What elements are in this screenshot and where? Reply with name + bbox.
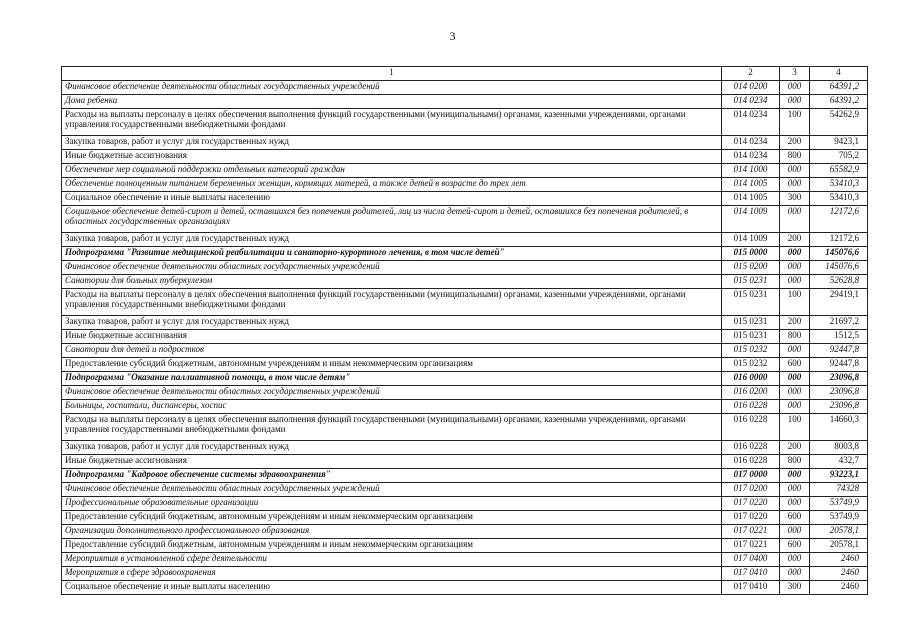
row-code-cell: 016 0228 bbox=[722, 455, 780, 469]
row-code-cell: 014 0234 bbox=[722, 95, 780, 109]
table-row bbox=[62, 247, 868, 261]
budget-table-body bbox=[62, 67, 868, 595]
row-vr-cell: 000 bbox=[780, 567, 810, 581]
table-row bbox=[62, 511, 868, 525]
row-vr-cell: 200 bbox=[780, 441, 810, 455]
row-vr-cell: 000 bbox=[780, 497, 810, 511]
row-amount-cell: 23096,8 bbox=[810, 372, 868, 386]
row-code-cell: 017 0221 bbox=[722, 539, 780, 553]
row-vr-cell: 000 bbox=[780, 400, 810, 414]
row-vr-cell: 100 bbox=[780, 414, 810, 441]
row-name-cell: Предоставление субсидий бюджетным, автономным учреждениям и иным некоммерческим организациям bbox=[62, 511, 722, 525]
row-code-cell: 014 1005 bbox=[722, 178, 780, 192]
row-amount-cell: 53410,3 bbox=[810, 178, 868, 192]
row-name-cell: Иные бюджетные ассигнования bbox=[62, 330, 722, 344]
row-name-cell: Мероприятия в сфере здравоохранения bbox=[62, 567, 722, 581]
table-row bbox=[62, 109, 868, 136]
row-name-cell: Обеспечение мер социальной поддержки отдельных категорий граждан bbox=[62, 164, 722, 178]
row-name-cell: Мероприятия в установленной сфере деятельности bbox=[62, 553, 722, 567]
row-amount-cell: 74328 bbox=[810, 483, 868, 497]
header-cell-name: 1 bbox=[62, 67, 722, 81]
row-amount-cell: 65582,9 bbox=[810, 164, 868, 178]
table-row bbox=[62, 81, 868, 95]
table-row bbox=[62, 206, 868, 233]
budget-table bbox=[61, 66, 868, 595]
row-vr-cell: 600 bbox=[780, 358, 810, 372]
table-row bbox=[62, 136, 868, 150]
row-amount-cell: 54262,9 bbox=[810, 109, 868, 136]
row-amount-cell: 12172,6 bbox=[810, 206, 868, 233]
table-row bbox=[62, 344, 868, 358]
row-amount-cell: 432,7 bbox=[810, 455, 868, 469]
row-name-cell: Закупка товаров, работ и услуг для государственных нужд bbox=[62, 136, 722, 150]
row-code-cell: 014 0234 bbox=[722, 150, 780, 164]
row-vr-cell: 000 bbox=[780, 164, 810, 178]
row-vr-cell: 000 bbox=[780, 525, 810, 539]
row-amount-cell: 53410,3 bbox=[810, 192, 868, 206]
header-cell-vr: 3 bbox=[780, 67, 810, 81]
row-code-cell: 016 0000 bbox=[722, 372, 780, 386]
table-row bbox=[62, 330, 868, 344]
table-row bbox=[62, 400, 868, 414]
row-vr-cell: 000 bbox=[780, 261, 810, 275]
table-row bbox=[62, 441, 868, 455]
table-row bbox=[62, 192, 868, 206]
row-code-cell: 017 0221 bbox=[722, 525, 780, 539]
row-vr-cell: 000 bbox=[780, 553, 810, 567]
row-vr-cell: 000 bbox=[780, 95, 810, 109]
row-name-cell: Иные бюджетные ассигнования bbox=[62, 150, 722, 164]
row-amount-cell: 20578,1 bbox=[810, 539, 868, 553]
row-name-cell: Санатории для детей и подростков bbox=[62, 344, 722, 358]
row-amount-cell: 2460 bbox=[810, 567, 868, 581]
row-name-cell: Больницы, госпитали, диспансеры, хоспис bbox=[62, 400, 722, 414]
row-amount-cell: 12172,6 bbox=[810, 233, 868, 247]
row-vr-cell: 000 bbox=[780, 178, 810, 192]
row-code-cell: 015 0231 bbox=[722, 289, 780, 316]
row-vr-cell: 200 bbox=[780, 316, 810, 330]
row-code-cell: 014 1005 bbox=[722, 192, 780, 206]
row-code-cell: 015 0231 bbox=[722, 316, 780, 330]
table-row bbox=[62, 95, 868, 109]
row-code-cell: 014 1000 bbox=[722, 164, 780, 178]
row-code-cell: 015 0231 bbox=[722, 330, 780, 344]
row-vr-cell: 000 bbox=[780, 206, 810, 233]
table-row bbox=[62, 316, 868, 330]
row-code-cell: 017 0200 bbox=[722, 483, 780, 497]
row-vr-cell: 000 bbox=[780, 386, 810, 400]
row-name-cell: Предоставление субсидий бюджетным, автономным учреждениям и иным некоммерческим организациям bbox=[62, 539, 722, 553]
row-code-cell: 017 0400 bbox=[722, 553, 780, 567]
row-amount-cell: 29419,1 bbox=[810, 289, 868, 316]
row-vr-cell: 000 bbox=[780, 344, 810, 358]
row-amount-cell: 92447,8 bbox=[810, 344, 868, 358]
header-cell-code: 2 bbox=[722, 67, 780, 81]
row-name-cell: Закупка товаров, работ и услуг для государственных нужд bbox=[62, 316, 722, 330]
row-amount-cell: 52628,8 bbox=[810, 275, 868, 289]
row-amount-cell: 145076,6 bbox=[810, 261, 868, 275]
row-amount-cell: 21697,2 bbox=[810, 316, 868, 330]
table-row bbox=[62, 233, 868, 247]
row-name-cell: Финансовое обеспечение деятельности областных государственных учреждений bbox=[62, 261, 722, 275]
row-name-cell: Социальное обеспечение и иные выплаты населению bbox=[62, 192, 722, 206]
table-row bbox=[62, 261, 868, 275]
row-amount-cell: 20578,1 bbox=[810, 525, 868, 539]
row-code-cell: 014 0200 bbox=[722, 81, 780, 95]
table-row bbox=[62, 386, 868, 400]
table-row bbox=[62, 525, 868, 539]
row-name-cell: Закупка товаров, работ и услуг для государственных нужд bbox=[62, 441, 722, 455]
row-name-cell: Расходы на выплаты персоналу в целях обеспечения выполнения функций государственными (муниципальными) органами, казенными учреждениями, органами управления государственными внебюджетными фондами bbox=[62, 414, 722, 441]
row-name-cell: Расходы на выплаты персоналу в целях обеспечения выполнения функций государственными (муниципальными) органами, казенными учреждениями, органами управления государственными внебюджетными фондами bbox=[62, 289, 722, 316]
row-amount-cell: 9423,1 bbox=[810, 136, 868, 150]
row-name-cell: Финансовое обеспечение деятельности областных государственных учреждений bbox=[62, 81, 722, 95]
row-code-cell: 017 0000 bbox=[722, 469, 780, 483]
row-code-cell: 017 0410 bbox=[722, 581, 780, 595]
table-row bbox=[62, 469, 868, 483]
row-name-cell: Социальное обеспечение и иные выплаты населению bbox=[62, 581, 722, 595]
row-name-cell: Санатории для больных туберкулезом bbox=[62, 275, 722, 289]
row-code-cell: 015 0000 bbox=[722, 247, 780, 261]
table-row bbox=[62, 455, 868, 469]
row-amount-cell: 53749,9 bbox=[810, 511, 868, 525]
row-amount-cell: 1512,5 bbox=[810, 330, 868, 344]
row-vr-cell: 000 bbox=[780, 81, 810, 95]
row-vr-cell: 000 bbox=[780, 483, 810, 497]
table-row bbox=[62, 581, 868, 595]
row-vr-cell: 000 bbox=[780, 372, 810, 386]
row-amount-cell: 23096,8 bbox=[810, 386, 868, 400]
row-name-cell: Дома ребенка bbox=[62, 95, 722, 109]
row-amount-cell: 64391,2 bbox=[810, 81, 868, 95]
row-amount-cell: 64391,2 bbox=[810, 95, 868, 109]
row-amount-cell: 92447,8 bbox=[810, 358, 868, 372]
row-name-cell: Расходы на выплаты персоналу в целях обеспечения выполнения функций государственными (муниципальными) органами, казенными учреждениями, органами управления государственными внебюджетными фондами bbox=[62, 109, 722, 136]
row-vr-cell: 200 bbox=[780, 233, 810, 247]
row-name-cell: Профессиональные образовательные организации bbox=[62, 497, 722, 511]
row-code-cell: 017 0220 bbox=[722, 511, 780, 525]
row-vr-cell: 800 bbox=[780, 150, 810, 164]
row-amount-cell: 8003,8 bbox=[810, 441, 868, 455]
row-name-cell: Обеспечение полноценным питанием беременных женщин, кормящих матерей, а также детей в возрасте до трех лет bbox=[62, 178, 722, 192]
table-row bbox=[62, 497, 868, 511]
row-vr-cell: 000 bbox=[780, 247, 810, 261]
row-name-cell: Предоставление субсидий бюджетным, автономным учреждениям и иным некоммерческим организациям bbox=[62, 358, 722, 372]
row-code-cell: 015 0200 bbox=[722, 261, 780, 275]
row-name-cell: Подпрограмма "Оказание паллиативной помощи, в том числе детям" bbox=[62, 372, 722, 386]
row-vr-cell: 000 bbox=[780, 469, 810, 483]
row-vr-cell: 100 bbox=[780, 289, 810, 316]
row-vr-cell: 200 bbox=[780, 136, 810, 150]
row-code-cell: 016 0228 bbox=[722, 441, 780, 455]
table-row bbox=[62, 150, 868, 164]
row-amount-cell: 14660,3 bbox=[810, 414, 868, 441]
row-code-cell: 014 1009 bbox=[722, 206, 780, 233]
row-name-cell: Финансовое обеспечение деятельности областных государственных учреждений bbox=[62, 483, 722, 497]
row-amount-cell: 705,2 bbox=[810, 150, 868, 164]
table-row bbox=[62, 164, 868, 178]
row-name-cell: Организации дополнительного профессионального образования bbox=[62, 525, 722, 539]
row-amount-cell: 53749,9 bbox=[810, 497, 868, 511]
row-vr-cell: 600 bbox=[780, 511, 810, 525]
row-code-cell: 016 0200 bbox=[722, 386, 780, 400]
row-amount-cell: 2460 bbox=[810, 553, 868, 567]
row-name-cell: Финансовое обеспечение деятельности областных государственных учреждений bbox=[62, 386, 722, 400]
table-header-row bbox=[62, 67, 868, 81]
row-vr-cell: 600 bbox=[780, 539, 810, 553]
table-row bbox=[62, 372, 868, 386]
table-row bbox=[62, 483, 868, 497]
row-code-cell: 017 0220 bbox=[722, 497, 780, 511]
row-code-cell: 015 0231 bbox=[722, 275, 780, 289]
table-row bbox=[62, 414, 868, 441]
row-name-cell: Подпрограмма "Кадровое обеспечение системы здравоохранения" bbox=[62, 469, 722, 483]
header-cell-amount: 4 bbox=[810, 67, 868, 81]
row-vr-cell: 300 bbox=[780, 581, 810, 595]
row-amount-cell: 145076,6 bbox=[810, 247, 868, 261]
row-vr-cell: 100 bbox=[780, 109, 810, 136]
row-vr-cell: 800 bbox=[780, 455, 810, 469]
row-code-cell: 016 0228 bbox=[722, 414, 780, 441]
row-code-cell: 015 0232 bbox=[722, 344, 780, 358]
row-amount-cell: 23096,8 bbox=[810, 400, 868, 414]
row-amount-cell: 2460 bbox=[810, 581, 868, 595]
row-name-cell: Иные бюджетные ассигнования bbox=[62, 455, 722, 469]
table-row bbox=[62, 358, 868, 372]
row-name-cell: Подпрограмма "Развитие медицинской реабилитации и санаторно-курортного лечения, в том числе детей" bbox=[62, 247, 722, 261]
row-vr-cell: 800 bbox=[780, 330, 810, 344]
table-row bbox=[62, 553, 868, 567]
table-row bbox=[62, 567, 868, 581]
row-code-cell: 014 0234 bbox=[722, 109, 780, 136]
table-row bbox=[62, 178, 868, 192]
row-vr-cell: 000 bbox=[780, 275, 810, 289]
row-code-cell: 014 0234 bbox=[722, 136, 780, 150]
page-number: 3 bbox=[449, 29, 456, 43]
row-vr-cell: 300 bbox=[780, 192, 810, 206]
row-name-cell: Закупка товаров, работ и услуг для государственных нужд bbox=[62, 233, 722, 247]
row-code-cell: 016 0228 bbox=[722, 400, 780, 414]
table-row bbox=[62, 289, 868, 316]
row-name-cell: Социальное обеспечение детей-сирот и детей, оставшихся без попечения родителей, лиц из числа детей-сирот и детей, оставшихся без попечения родителей, в областных государственных организациях bbox=[62, 206, 722, 233]
table-row bbox=[62, 539, 868, 553]
row-code-cell: 015 0232 bbox=[722, 358, 780, 372]
row-code-cell: 017 0410 bbox=[722, 567, 780, 581]
row-amount-cell: 93223,1 bbox=[810, 469, 868, 483]
row-code-cell: 014 1009 bbox=[722, 233, 780, 247]
table-row bbox=[62, 275, 868, 289]
